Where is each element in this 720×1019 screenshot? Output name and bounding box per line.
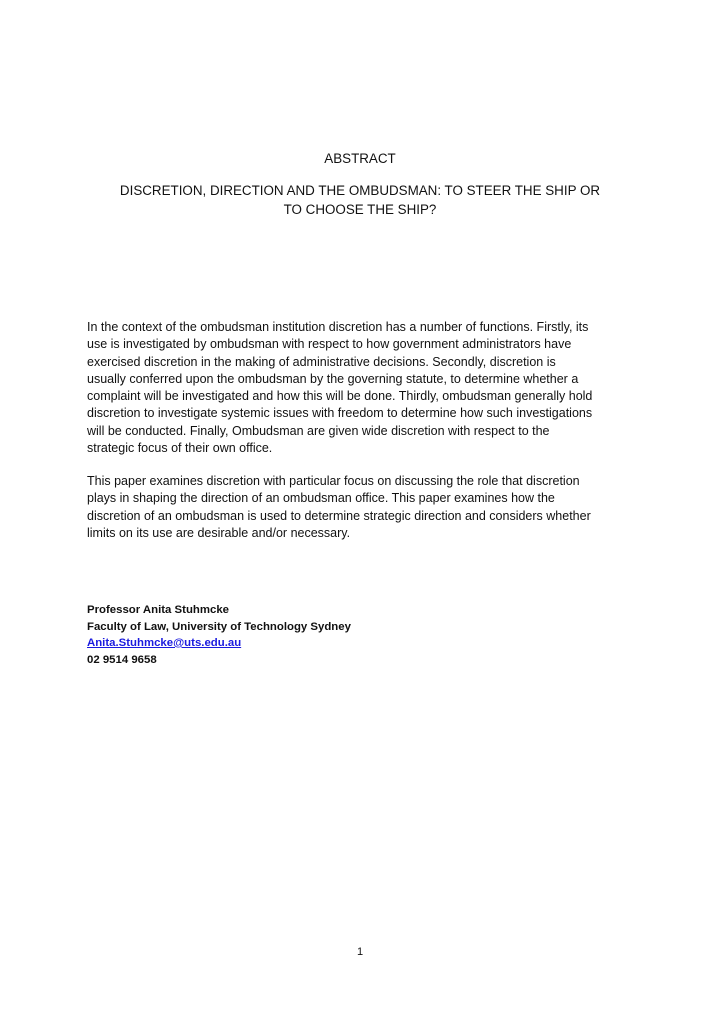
paragraph-line: usually conferred upon the ombudsman by the governing statute, to determine whether a [87,371,579,386]
paper-title-line: DISCRETION, DIRECTION AND THE OMBUDSMAN: TO STEER THE SHIP OR [119,183,601,198]
paragraph-line: discretion to investigate systemic issues with freedom to determine how such investigations [87,406,593,421]
abstract-paragraph-1 [87,319,647,457]
paragraph-line: strategic focus of their own office. [87,441,273,456]
paragraph-line: limits on its use are desirable and/or necessary. [87,525,351,540]
paragraph-line: In the context of the ombudsman institution discretion has a number of functions. Firstly, its [87,320,589,334]
author-email-link[interactable]: Anita.Stuhmcke@uts.edu.au [87,637,242,649]
page-number: 1 [356,946,364,958]
author-phone: 02 9514 9658 [87,653,157,666]
paragraph-line: use is investigated by ombudsman with respect to how government administrators have [87,337,572,352]
paragraph-line: complaint will be investigated and how this will be done. Thirdly, ombudsman generally hold [87,389,593,404]
abstract-paragraph-2 [87,473,647,542]
author-name: Professor Anita Stuhmcke [87,604,229,616]
author-block [87,602,351,668]
paper-title [87,182,633,219]
author-affiliation: Faculty of Law, University of Technology Sydney [87,620,351,633]
paragraph-line: will be conducted. Finally, Ombudsman are given wide discretion with respect to the [87,423,550,438]
paragraph-line: exercised discretion in the making of administrative decisions. Secondly, discretion is [87,354,556,369]
paper-title-line: TO CHOOSE THE SHIP? [283,201,437,217]
abstract-heading: ABSTRACT [324,151,396,166]
paragraph-line: plays in shaping the direction of an ombudsman office. This paper examines how the [87,491,555,506]
paragraph-line: This paper examines discretion with particular focus on discussing the role that discretion [87,474,580,488]
paragraph-line: discretion of an ombudsman is used to determine strategic direction and considers whether [87,508,591,523]
